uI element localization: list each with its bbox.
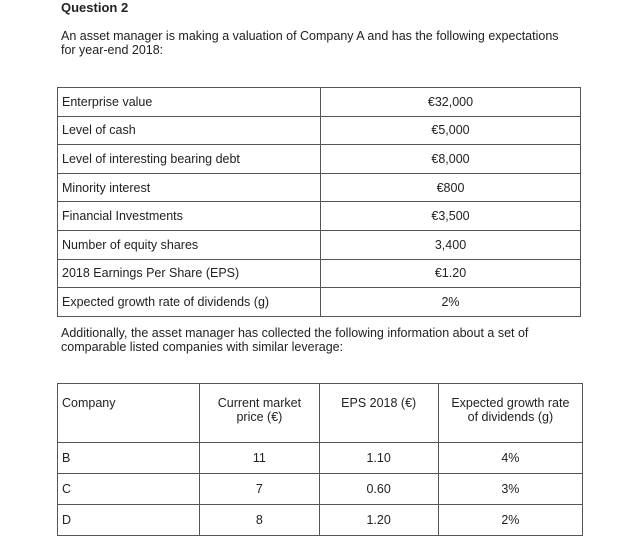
eps-cell: 0.60 [319, 474, 438, 505]
price-cell: 7 [200, 474, 319, 505]
growth-cell: 3% [438, 474, 582, 505]
expectation-value: €3,500 [321, 202, 581, 231]
header-price-line-1: Current market [217, 396, 302, 410]
header-price-line-2: price (€) [236, 410, 283, 424]
table-row [58, 505, 583, 536]
table-row [58, 202, 581, 231]
table-row [58, 288, 581, 317]
additional-line-2: comparable listed companies with similar leverage: [61, 340, 344, 354]
comparables-table [57, 383, 583, 536]
expectation-value: €800 [321, 173, 581, 202]
intro-line-1: An asset manager is making a valuation of Company A and has the following expectations [61, 29, 559, 43]
expectations-table [57, 87, 581, 317]
header-growth-line-1: Expected growth rate [451, 396, 570, 410]
eps-cell: 1.10 [319, 443, 438, 474]
expectation-label: Expected growth rate of dividends (g) [58, 288, 321, 317]
expectation-value: €1.20 [321, 259, 581, 288]
header-company: Company [58, 384, 200, 443]
table-row [58, 230, 581, 259]
company-cell: D [58, 505, 200, 536]
expectation-label: Minority interest [58, 173, 321, 202]
question-title: Question 2 [61, 0, 129, 15]
expectation-label: 2018 Earnings Per Share (EPS) [58, 259, 321, 288]
intro-paragraph [61, 29, 601, 57]
price-cell: 11 [200, 443, 319, 474]
table-header-row [58, 384, 583, 443]
expectation-label: Enterprise value [58, 88, 321, 117]
header-eps: EPS 2018 (€) [319, 384, 438, 443]
eps-cell: 1.20 [319, 505, 438, 536]
table-row [58, 474, 583, 505]
expectation-label: Number of equity shares [58, 230, 321, 259]
company-cell: B [58, 443, 200, 474]
header-growth [438, 384, 582, 443]
table-row [58, 443, 583, 474]
expectation-value: €5,000 [321, 116, 581, 145]
expectation-value: 2% [321, 288, 581, 317]
header-price [200, 384, 319, 443]
price-cell: 8 [200, 505, 319, 536]
growth-cell: 2% [438, 505, 582, 536]
additional-line-1: Additionally, the asset manager has collected the following information about a set of [61, 326, 529, 340]
expectation-label: Level of interesting bearing debt [58, 145, 321, 174]
table-row [58, 116, 581, 145]
table-row [58, 145, 581, 174]
header-growth-line-2: of dividends (g) [467, 410, 554, 424]
intro-line-2: for year-end 2018: [61, 43, 164, 57]
company-cell: C [58, 474, 200, 505]
expectation-label: Level of cash [58, 116, 321, 145]
expectation-label: Financial Investments [58, 202, 321, 231]
expectation-value: €8,000 [321, 145, 581, 174]
table-row [58, 88, 581, 117]
table-row [58, 173, 581, 202]
table-row [58, 259, 581, 288]
expectation-value: 3,400 [321, 230, 581, 259]
additional-paragraph [61, 326, 601, 354]
growth-cell: 4% [438, 443, 582, 474]
expectation-value: €32,000 [321, 88, 581, 117]
